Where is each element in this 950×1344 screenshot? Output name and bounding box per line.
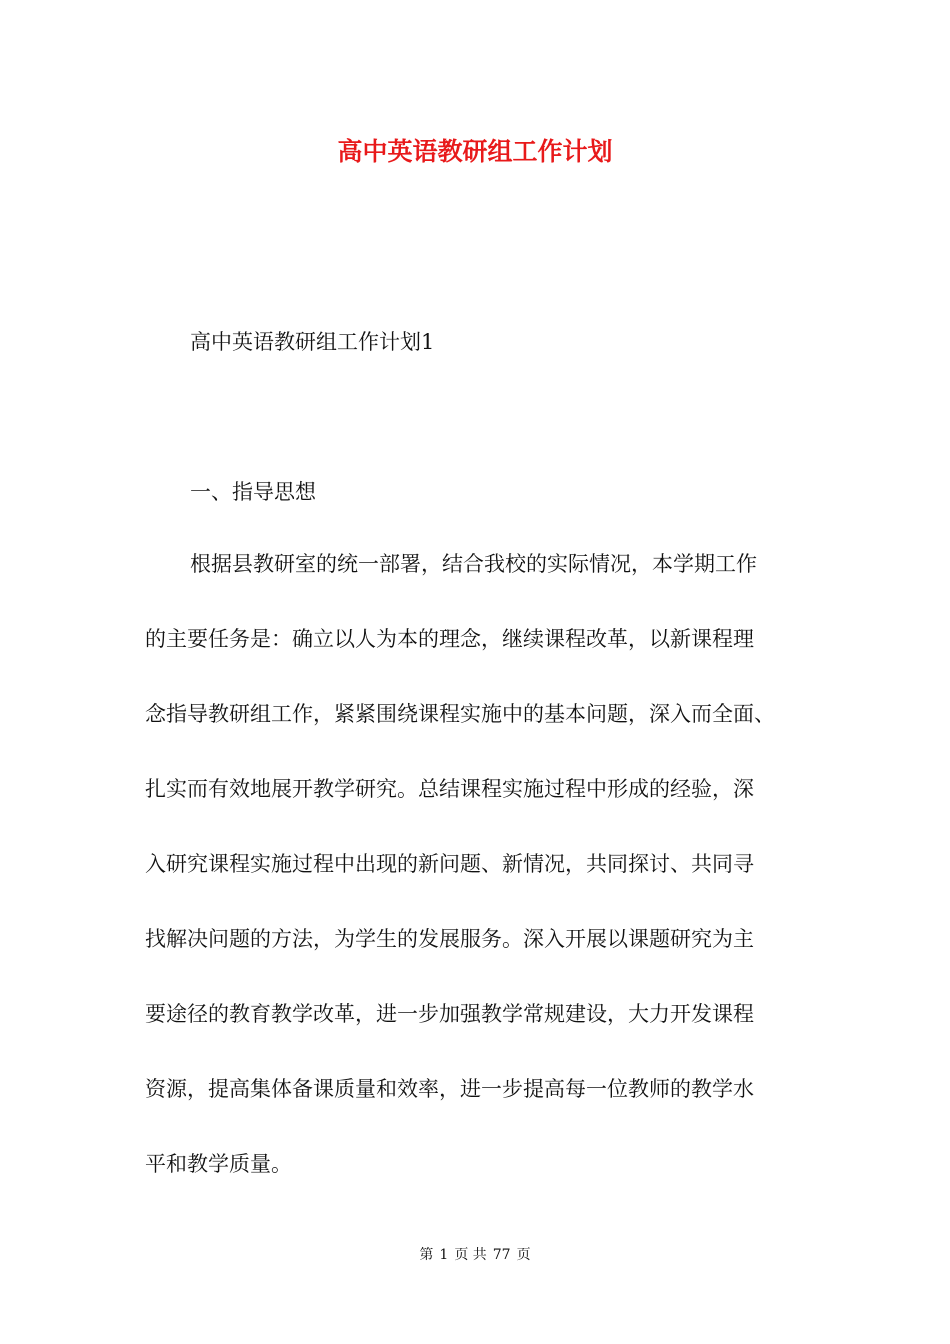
paragraph-line: 根据县教研室的统一部署，结合我校的实际情况，本学期工作: [190, 552, 757, 576]
paragraph-line: 念指导教研组工作，紧紧围绕课程实施中的基本问题，深入而全面、: [145, 702, 775, 726]
paragraph-line: 入研究课程实施过程中出现的新问题、新情况，共同探讨、共同寻: [145, 852, 754, 876]
paragraph-line: 的主要任务是：确立以人为本的理念，继续课程改革，以新课程理: [145, 627, 754, 651]
footer-middle: 页 共: [454, 1247, 487, 1263]
footer-total-pages: 77: [492, 1247, 511, 1263]
paragraph-line: 扎实而有效地展开教学研究。总结课程实施过程中形成的经验，深: [145, 777, 754, 801]
page-footer: [0, 1245, 950, 1265]
document-title: 高中英语教研组工作计划: [337, 137, 613, 166]
paragraph-line: 找解决问题的方法，为学生的发展服务。深入开展以课题研究为主: [145, 927, 754, 951]
footer-prefix: 第: [419, 1247, 434, 1263]
paragraph-line: 平和教学质量。: [145, 1152, 292, 1176]
paragraph-line: 要途径的教育教学改革，进一步加强教学常规建设，大力开发课程: [145, 1002, 754, 1026]
paragraph-line: 资源，提高集体备课质量和效率，进一步提高每一位教师的教学水: [145, 1077, 754, 1101]
footer-suffix: 页: [516, 1247, 531, 1263]
footer-current-page: 1: [439, 1247, 449, 1263]
section-heading: 一、指导思想: [190, 480, 316, 504]
document-subtitle: 高中英语教研组工作计划1: [190, 330, 435, 354]
